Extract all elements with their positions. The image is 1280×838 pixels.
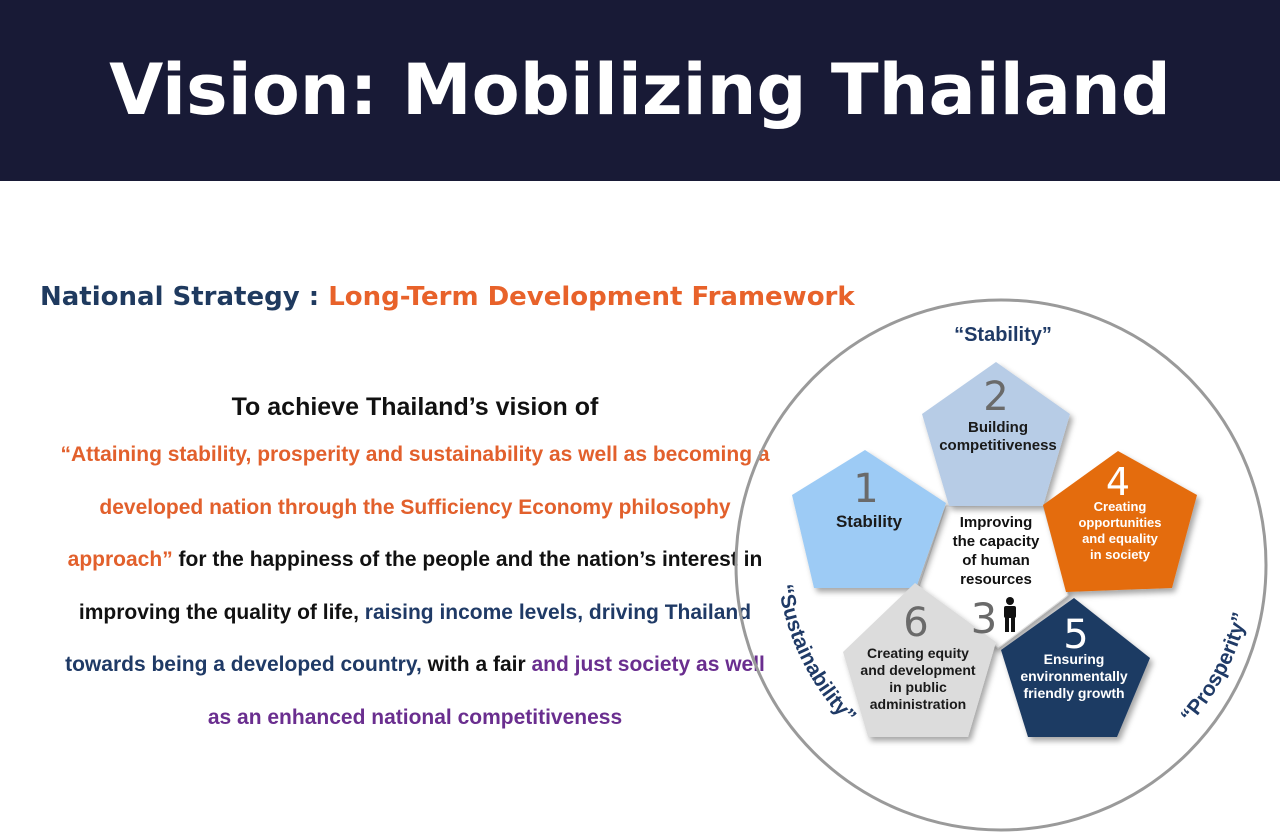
pentagon-text: in society [1090, 547, 1150, 562]
pentagon-number: 1 [853, 466, 879, 512]
pentagon-number: 4 [1105, 460, 1131, 504]
label-stability: “Stability” [954, 324, 1052, 346]
page-title: Vision: Mobilizing Thailand [109, 48, 1171, 131]
vision-segment: raising income levels, driving Thailand towards being a developed country, [65, 600, 752, 677]
pentagon-text: environmentally [1020, 668, 1128, 684]
pentagon-text: Creating [1093, 499, 1147, 514]
center-text: the capacity [952, 533, 1040, 550]
vision-segment: for the happiness of the people and the nation’s interest in improving the quality of life, [78, 548, 763, 624]
label-prosperity-path: “Prosperity” [1176, 610, 1252, 728]
center-text: of human [962, 552, 1030, 569]
pentagon-text: and equality [1082, 531, 1158, 546]
pentagon-text: Creating equity [867, 645, 969, 661]
pentagon-text: and development [860, 662, 976, 678]
pentagon-text: Stability [835, 512, 903, 531]
pentagon-text: in public [889, 679, 947, 695]
strategy-framework: Long-Term Development Framework [328, 282, 855, 312]
pentagon-text: administration [869, 696, 967, 712]
center-text: Improving [959, 514, 1033, 531]
pentagon-2 [922, 362, 1070, 506]
pentagon-1 [792, 450, 946, 588]
strategy-separator: : [299, 282, 329, 312]
vision-segment: with a fair [421, 653, 532, 677]
pentagon-text: friendly growth [1023, 685, 1125, 701]
pentagon-text: opportunities [1078, 515, 1162, 530]
center-number: 3 [970, 594, 998, 643]
center-text: resources [960, 571, 1032, 588]
pentagon-number: 5 [1063, 612, 1089, 658]
label-prosperity [1177, 610, 1252, 728]
pentagon-number: 6 [903, 600, 929, 646]
label-sustainability-path: “Sustainability” [773, 582, 861, 728]
vision-lead: To achieve Thailand’s vision of [231, 393, 599, 421]
vision-segment: and just society as well as an enhanced national competitiveness [207, 653, 765, 729]
pentagon-text: Building [968, 419, 1028, 436]
pentagon-text: Ensuring [1043, 651, 1105, 667]
strategy-label: National Strategy [40, 282, 300, 312]
pentagon-number: 2 [983, 374, 1009, 420]
pentagon-text: competitiveness [939, 437, 1057, 454]
pentagon-4 [1043, 451, 1197, 592]
vision-segment: “Attaining stability, prosperity and sustainability as well as becoming a developed nation through the Sufficiency Economy philosophy approach” [60, 443, 770, 572]
